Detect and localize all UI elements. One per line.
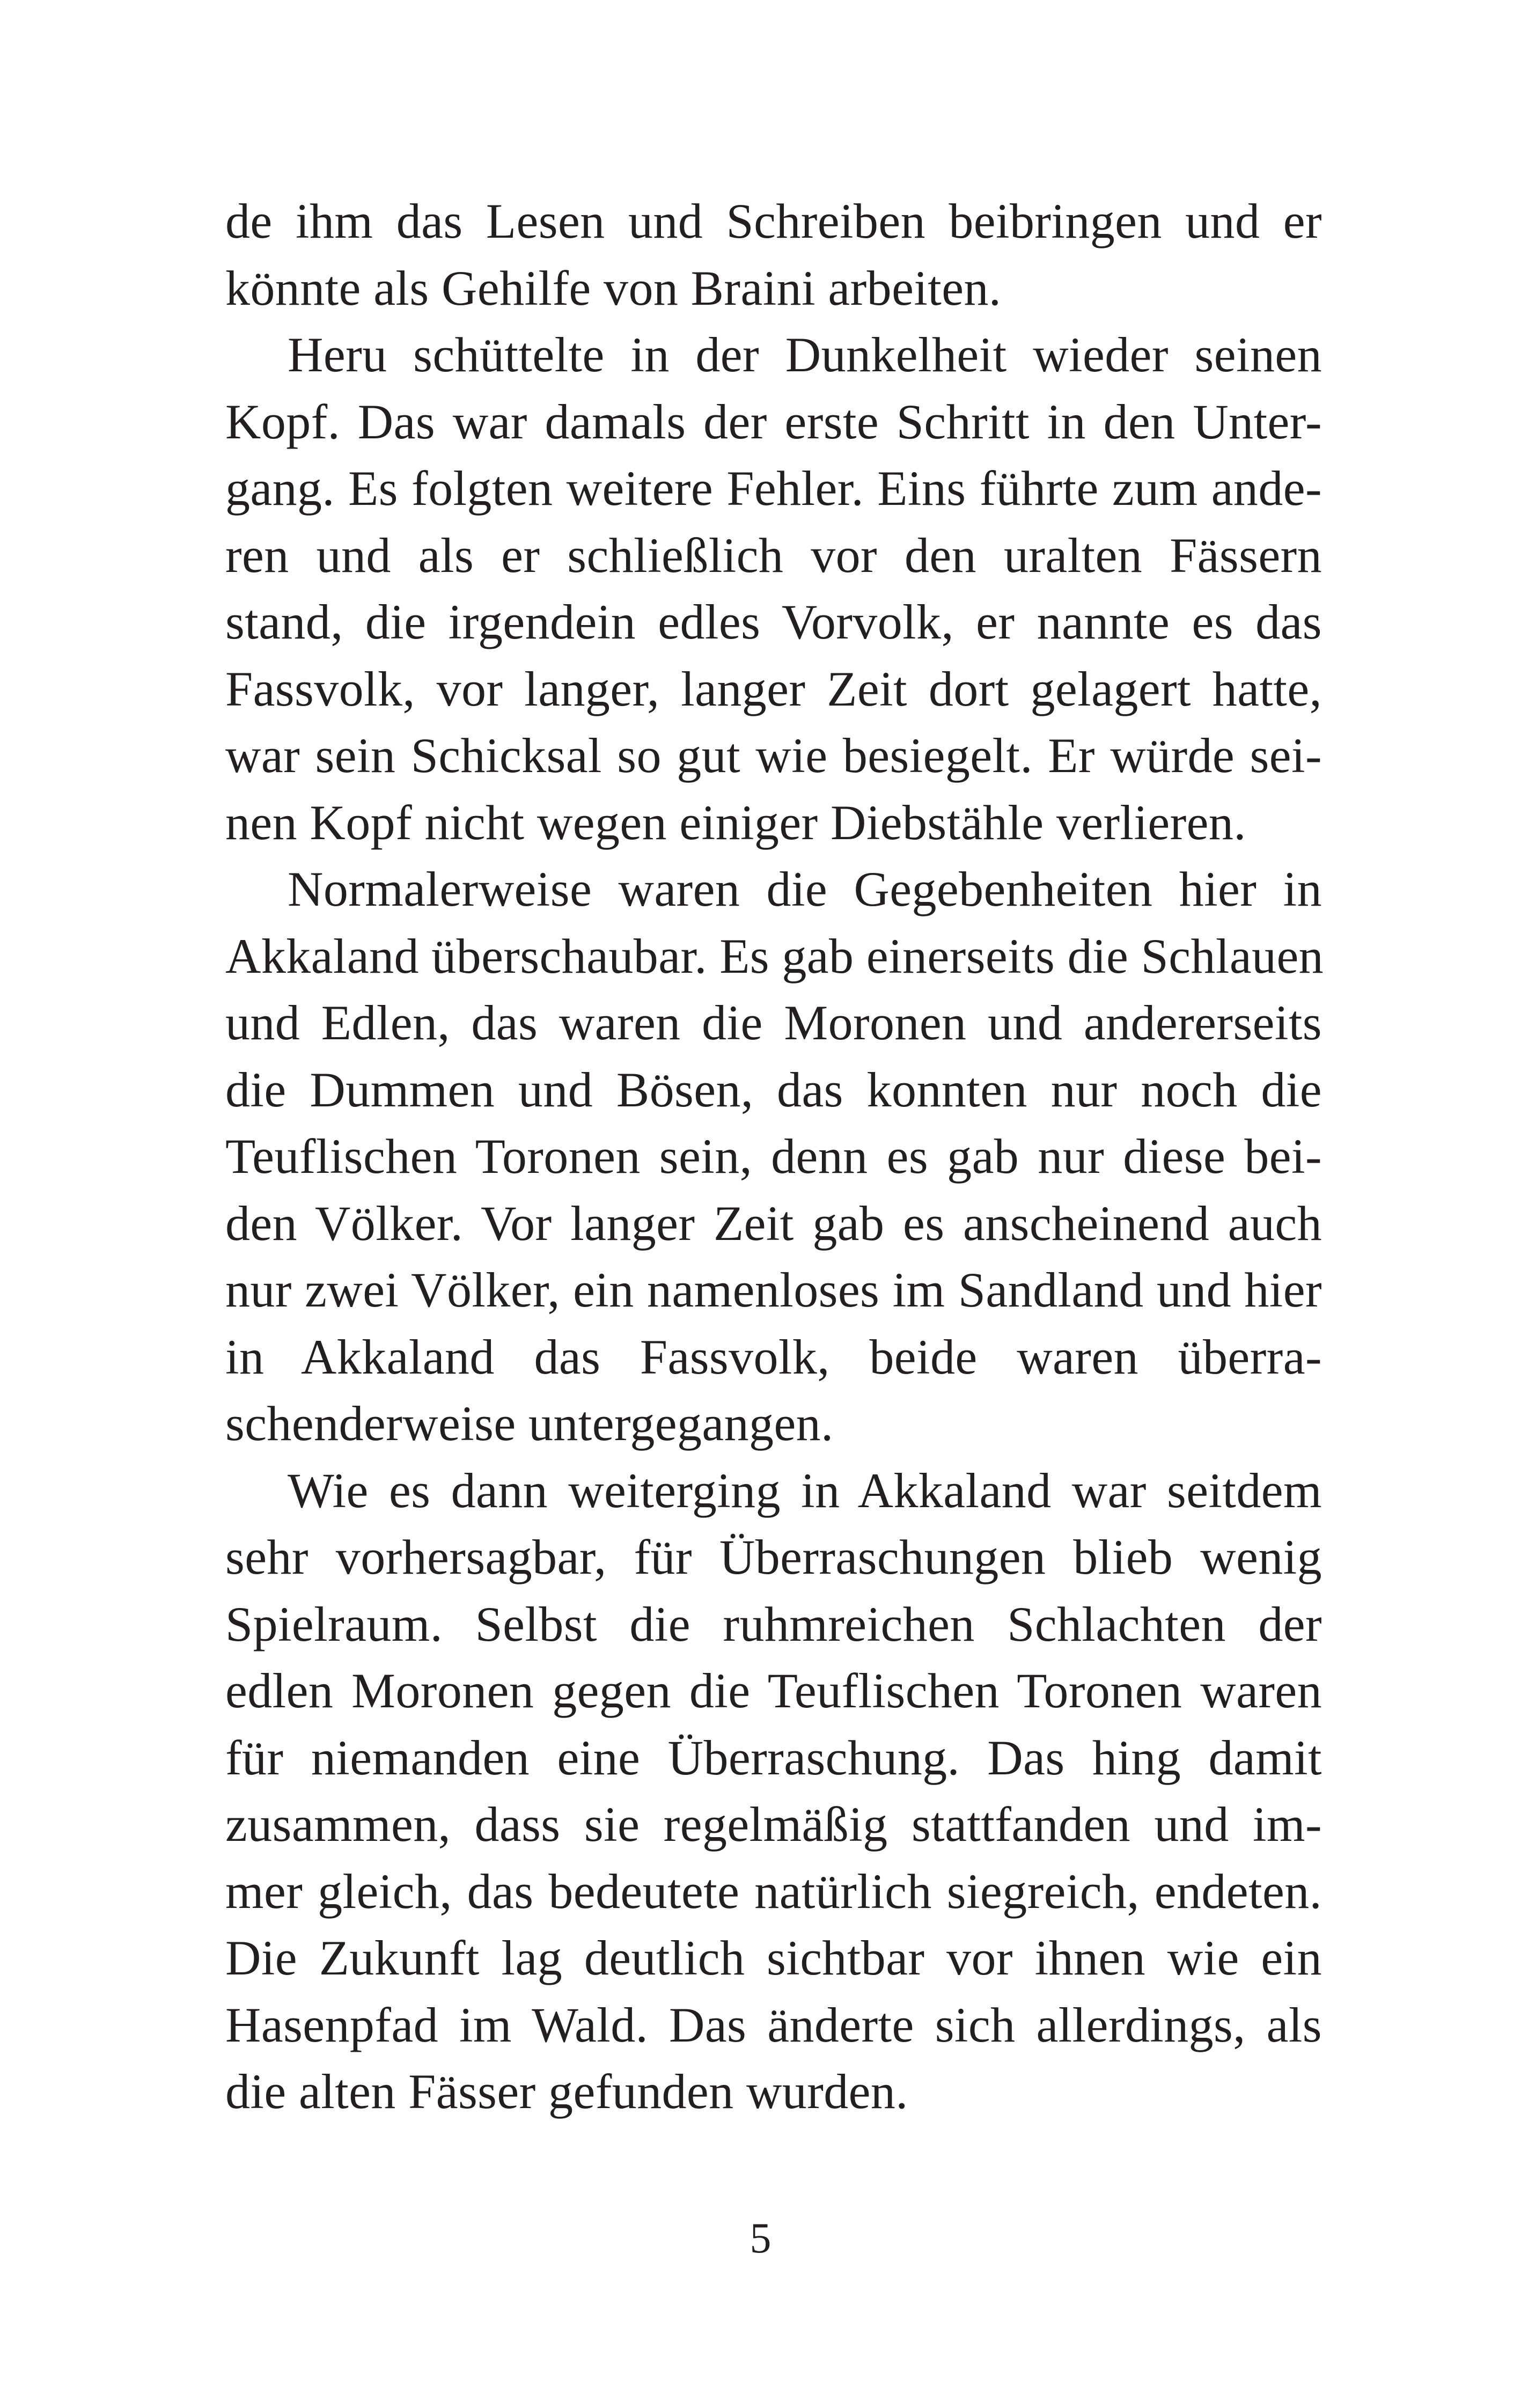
text-line: Heru schüttelte in der Dunkelheit wieder seinen — [288, 327, 1322, 382]
text-line: Teuflischen Toronen sein, denn es gab nur diese bei- — [225, 1129, 1322, 1184]
text-line: war sein Schicksal so gut wie besiegelt. Er würde sei- — [225, 728, 1322, 783]
paragraph — [225, 856, 1322, 1457]
text-line: nen Kopf nicht wegen einiger Diebstähle verlieren. — [225, 795, 1246, 850]
text-line: zusammen, dass sie regelmäßig stattfanden und im- — [225, 1797, 1322, 1852]
text-line: Fassvolk, vor langer, langer Zeit dort gelagert hatte, — [225, 661, 1322, 716]
text-line: stand, die irgendein edles Vorvolk, er nannte es das — [225, 594, 1322, 649]
text-line: die alten Fässer gefunden wurden. — [225, 2064, 908, 2119]
paragraph — [225, 188, 1322, 321]
paragraph — [225, 1457, 1322, 2125]
text-line: die Dummen und Bösen, das konnten nur noch die — [225, 1062, 1322, 1117]
text-line: Kopf. Das war damals der erste Schritt in den Unter- — [225, 394, 1322, 449]
text-line: Hasenpfad im Wald. Das änderte sich allerdings, als — [225, 1997, 1322, 2052]
text-line: für niemanden eine Überraschung. Das hing damit — [225, 1730, 1322, 1785]
text-line: ren und als er schließlich vor den uralten Fässern — [225, 527, 1322, 583]
text-line: gang. Es folgten weitere Fehler. Eins führte zum ande- — [225, 461, 1322, 516]
text-line: in Akkaland das Fassvolk, beide waren überra- — [225, 1329, 1322, 1384]
text-line: Die Zukunft lag deutlich sichtbar vor ihnen wie ein — [225, 1930, 1322, 1985]
text-line: nur zwei Völker, ein namenloses im Sandland und hier — [225, 1262, 1322, 1317]
text-line: mer gleich, das bedeutete natürlich siegreich, endeten. — [225, 1863, 1322, 1919]
paragraph — [225, 321, 1322, 856]
text-line: Wie es dann weiterging in Akkaland war seitdem — [288, 1463, 1322, 1518]
text-line: den Völker. Vor langer Zeit gab es anscheinend auch — [225, 1195, 1322, 1251]
text-line: Spielraum. Selbst die ruhmreichen Schlachten der — [225, 1596, 1322, 1651]
text-line: de ihm das Lesen und Schreiben beibringen und er — [225, 194, 1322, 248]
text-line: könnte als Gehilfe von Braini arbeiten. — [225, 260, 1002, 315]
text-line: und Edlen, das waren die Moronen und andererseits — [225, 995, 1322, 1050]
text-line: Normalerweise waren die Gegebenheiten hier in — [288, 862, 1322, 916]
text-line: sehr vorhersagbar, für Überraschungen blieb wenig — [225, 1530, 1322, 1584]
body-text — [225, 188, 1322, 2125]
text-line: schenderweise untergegangen. — [225, 1396, 834, 1451]
page-number: 5 — [750, 2215, 771, 2262]
text-line: Akkaland überschaubar. Es gab einerseits die Schlauen — [225, 928, 1324, 983]
text-line: edlen Moronen gegen die Teuflischen Toronen waren — [225, 1663, 1322, 1718]
